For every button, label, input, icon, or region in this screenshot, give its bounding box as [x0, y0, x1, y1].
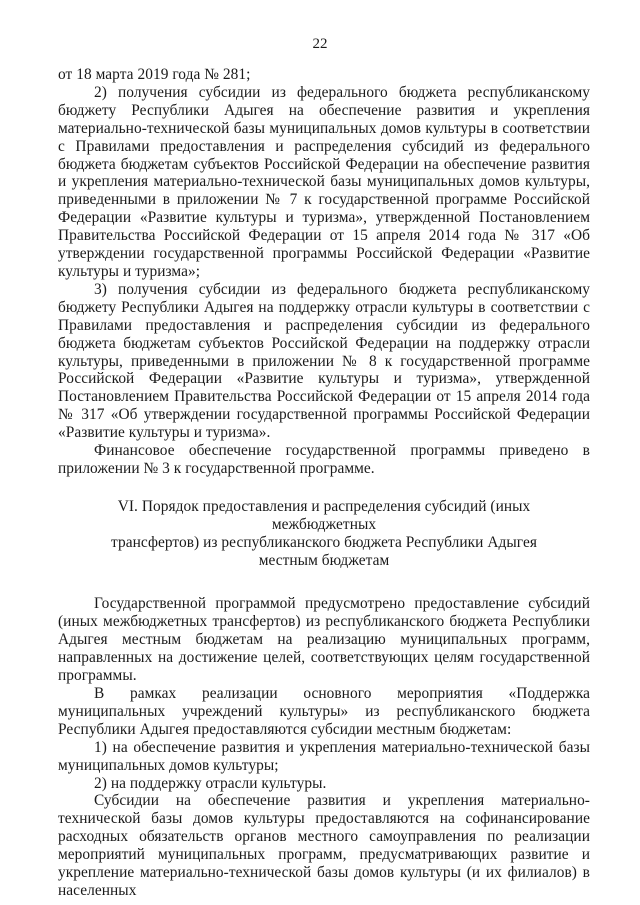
section-paragraph-5: Субсидии на обеспечение развития и укрепления материально-технической базы домов культуры предоставляются на софинансирование расходных обязательств органов местного самоуправления по реализации мероприятий муниципальных программ, предусматривающих развитие и укрепление материально-технической базы домов культуры (и их филиалов) в населенных [58, 792, 590, 899]
document-body [58, 66, 590, 900]
paragraph-funding: Финансовое обеспечение государственной программы приведено в приложении № 3 к государственной программе. [58, 442, 590, 477]
paragraph-item-3: 3) получения субсидии из федерального бюджета республиканскому бюджету Республики Адыгея на поддержку отрасли культуры в соответствии с Правилами предоставления и распределения субсидии из федерального бюджета бюджетам субъектов Российской Федерации на поддержку отрасли культуры, приведенными в приложении № 8 к государственной программе Российской Федерации «Развитие культуры и туризма», утвержденной Постановлением Правительства Российской Федерации от 15 апреля 2014 года № 317 «Об утверждении государственной программы Российской Федерации «Развитие культуры и туризма». [58, 280, 590, 442]
section-heading-line-3: местным бюджетам [258, 551, 390, 569]
paragraph-continuation: от 18 марта 2019 года № 281; [58, 66, 251, 83]
section-heading [58, 498, 590, 570]
page-number: 22 [312, 36, 328, 52]
section-heading-line-1: VI. Порядок предоставления и распределения субсидий (иных межбюджетных [117, 497, 531, 533]
section-paragraph-2: В рамках реализации основного мероприятия «Поддержка муниципальных учреждений культуры» из республиканского бюджета Республики Адыгея предоставляются субсидии местным бюджетам: [58, 685, 590, 738]
section-heading-line-2: трансфертов) из республиканского бюджета Республики Адыгея [111, 533, 537, 551]
section-paragraph-3: 1) на обеспечение развития и укрепления материально-технической базы муниципальных домов культуры; [58, 738, 590, 774]
section-paragraph-4: 2) на поддержку отрасли культуры. [94, 774, 327, 792]
paragraph-item-2: 2) получения субсидии из федерального бюджета республиканскому бюджету Республики Адыгея на обеспечение развития и укрепления материально-технической базы муниципальных домов культуры в соответствии с Правилами предоставления и распределения субсидий из федерального бюджета бюджетам субъектов Российской Федерации на обеспечение развития и укрепления материально-технической базы муниципальных домов культуры, приведенными в приложении № 7 к государственной программе Российской Федерации «Развитие культуры и туризма», утвержденной Постановлением Правительства Российской Федерации от 15 апреля 2014 года № 317 «Об утверждении государственной программы Российской Федерации «Развитие культуры и туризма»; [58, 83, 590, 280]
section-paragraph-1: Государственной программой предусмотрено предоставление субсидий (иных межбюджетных трансфертов) из республиканского бюджета Республики Адыгея местным бюджетам на реализацию муниципальных программ, направленных на достижение целей, соответствующих целям государственной программы. [58, 595, 590, 685]
